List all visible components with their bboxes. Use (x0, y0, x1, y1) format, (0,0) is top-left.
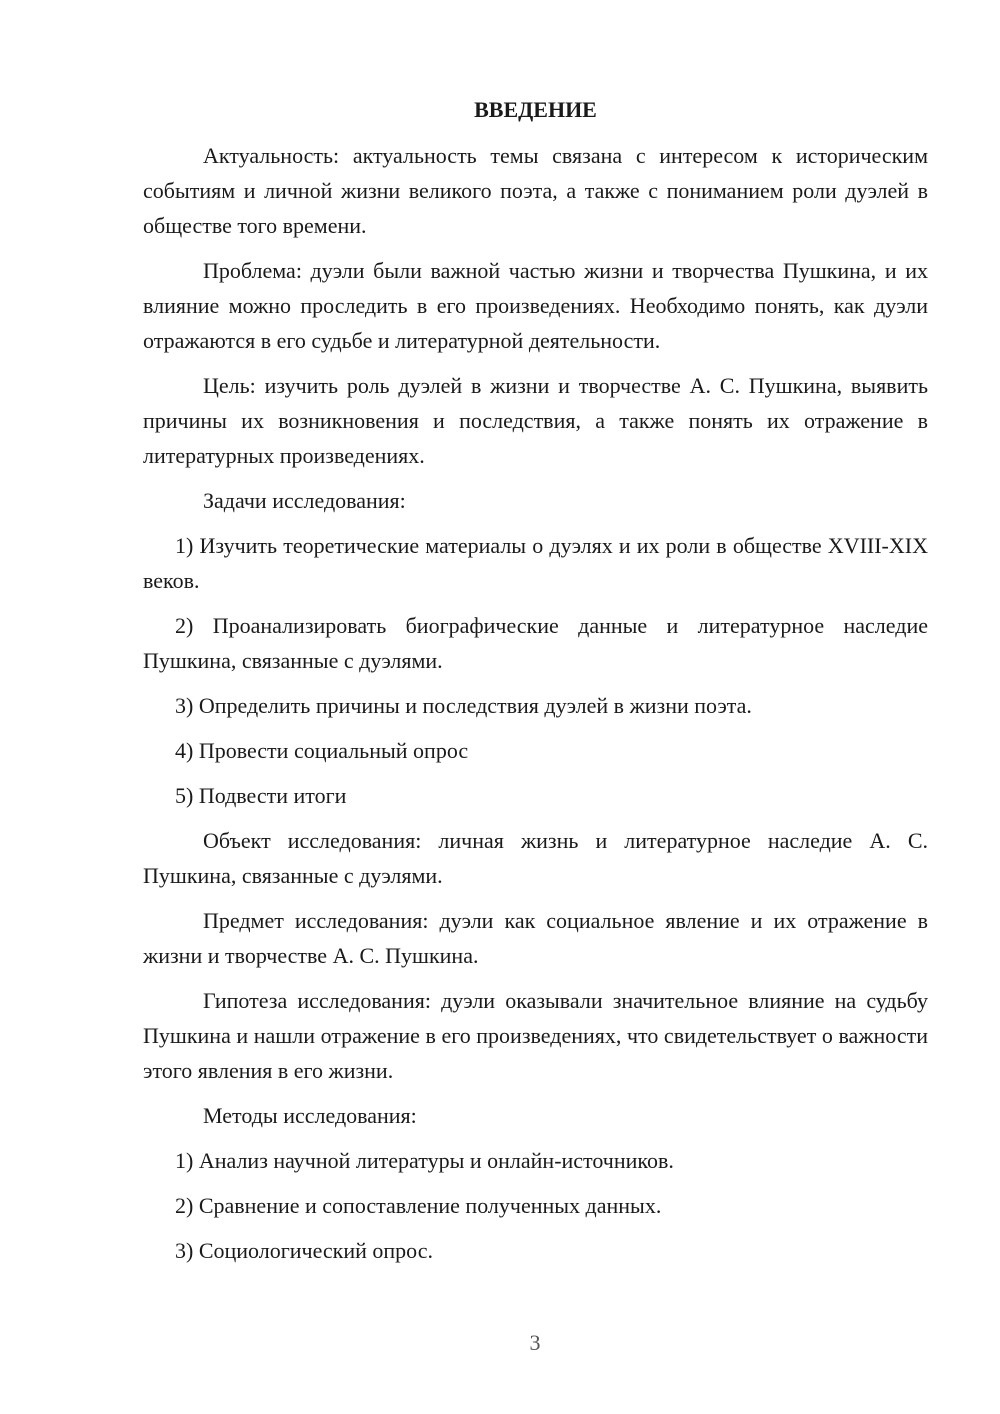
method-item-2: 2) Сравнение и сопоставление полученных данных. (175, 1193, 662, 1218)
task-item-2: 2) Проанализировать биографические данные и литературное наследие Пушкина, связанные с дуэлями. (143, 613, 928, 673)
task-item-1: 1) Изучить теоретические материалы о дуэлях и их роли в обществе XVIII-XIX веков. (143, 533, 928, 593)
method-item-3: 3) Социологический опрос. (175, 1238, 433, 1263)
goal-paragraph: Цель: изучить роль дуэлей в жизни и творчестве А. С. Пушкина, выявить причины их возникновения и последствия, а также понять их отражение в литературных произведениях. (143, 373, 928, 468)
task-item-3: 3) Определить причины и последствия дуэлей в жизни поэта. (175, 693, 752, 718)
hypothesis-paragraph: Гипотеза исследования: дуэли оказывали значительное влияние на судьбу Пушкина и нашли отражение в его произведениях, что свидетельствует о важности этого явления в его жизни. (143, 988, 928, 1083)
subject-paragraph: Предмет исследования: дуэли как социальное явление и их отражение в жизни и творчестве А. С. Пушкина. (143, 908, 928, 968)
tasks-heading: Задачи исследования: (203, 488, 406, 513)
problem-paragraph: Проблема: дуэли были важной частью жизни и творчества Пушкина, и их влияние можно проследить в его произведениях. Необходимо понять, как дуэли отражаются в его судьбе и литературной деятельности. (143, 258, 928, 353)
methods-heading: Методы исследования: (203, 1103, 417, 1128)
page-content (143, 92, 928, 1278)
task-item-4: 4) Провести социальный опрос (175, 738, 469, 763)
section-title: ВВЕДЕНИЕ (474, 97, 597, 122)
page-number: 3 (529, 1330, 541, 1355)
object-paragraph: Объект исследования: личная жизнь и литературное наследие А. С. Пушкина, связанные с дуэлями. (143, 828, 928, 888)
method-item-1: 1) Анализ научной литературы и онлайн-источников. (175, 1148, 674, 1173)
relevance-paragraph: Актуальность: актуальность темы связана с интересом к историческим событиям и личной жизни великого поэта, а также с пониманием роли дуэлей в обществе того времени. (143, 143, 928, 238)
task-item-5: 5) Подвести итоги (175, 783, 347, 808)
